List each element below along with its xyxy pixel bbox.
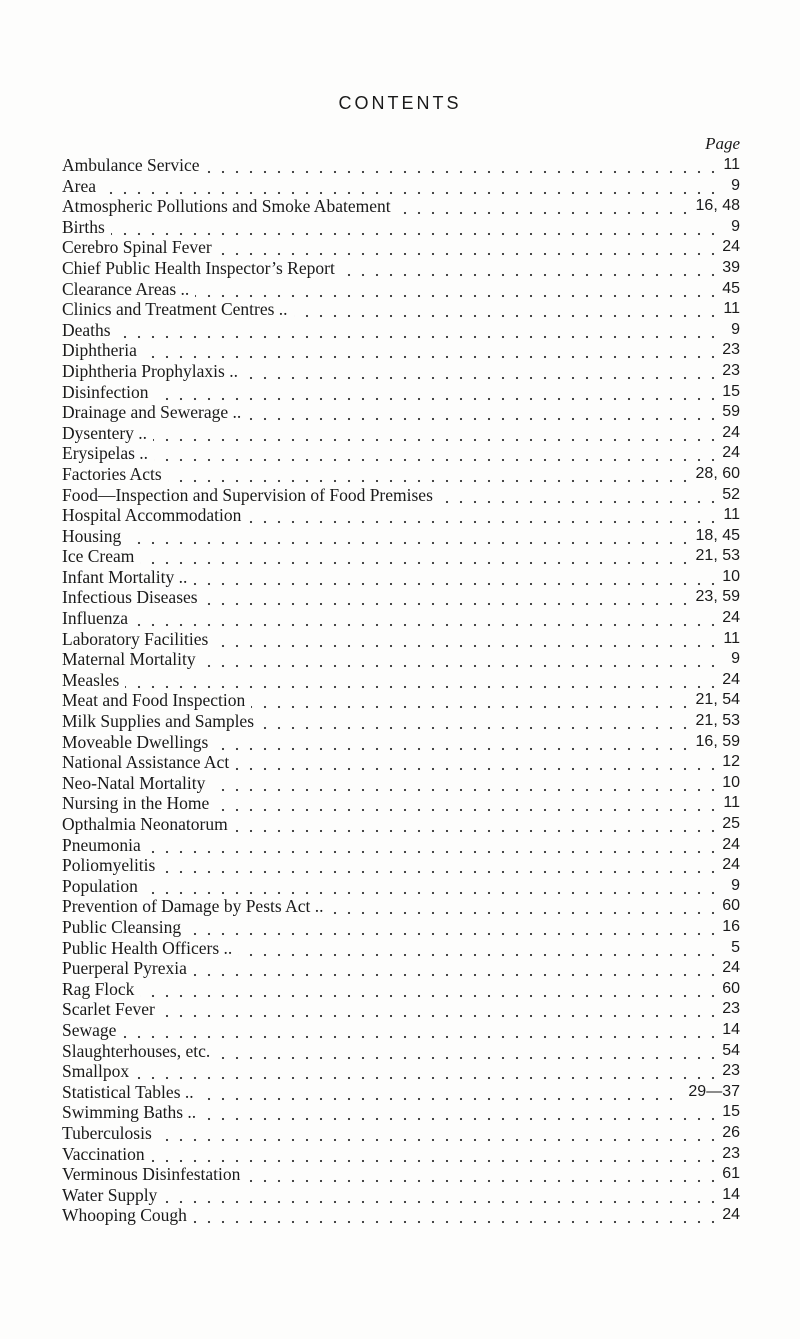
entry-page-number: 10 bbox=[716, 773, 740, 794]
contents-entry bbox=[62, 855, 740, 876]
entry-label: Tuberculosis bbox=[62, 1123, 158, 1144]
contents-entry bbox=[62, 999, 740, 1020]
entry-page-number: 24 bbox=[716, 1205, 740, 1226]
entry-page-number: 11 bbox=[717, 505, 740, 526]
contents-entry bbox=[62, 752, 740, 773]
entry-label: Nursing in the Home bbox=[62, 793, 215, 814]
entry-label: Opthalmia Neonatorum bbox=[62, 814, 234, 835]
entry-page-number: 9 bbox=[725, 649, 740, 670]
entry-label: Drainage and Sewerage .. bbox=[62, 402, 247, 423]
contents-entry bbox=[62, 237, 740, 258]
entry-page-number: 11 bbox=[717, 155, 740, 176]
contents-entry bbox=[62, 1061, 740, 1082]
contents-entry bbox=[62, 629, 740, 650]
contents-entry bbox=[62, 1185, 740, 1206]
entry-page-number: 59 bbox=[716, 402, 740, 423]
entry-label: Clearance Areas .. bbox=[62, 279, 195, 300]
entry-page-number: 23 bbox=[716, 1061, 740, 1082]
contents-entry bbox=[62, 258, 740, 279]
contents-entry bbox=[62, 217, 740, 238]
contents-entry bbox=[62, 361, 740, 382]
entry-page-number: 16 bbox=[716, 917, 740, 938]
entry-page-number: 60 bbox=[716, 979, 740, 1000]
entry-page-number: 24 bbox=[716, 423, 740, 444]
page-column-label: Page bbox=[705, 134, 740, 153]
entry-page-number: 39 bbox=[716, 258, 740, 279]
contents-entry bbox=[62, 196, 740, 217]
contents-entry bbox=[62, 1205, 740, 1226]
entry-page-number: 29—37 bbox=[682, 1082, 740, 1103]
entry-label: Puerperal Pyrexia bbox=[62, 958, 193, 979]
contents-entry bbox=[62, 690, 740, 711]
contents-entry bbox=[62, 670, 740, 691]
contents-entry bbox=[62, 732, 740, 753]
entry-page-number: 11 bbox=[717, 299, 740, 320]
entry-label: Smallpox bbox=[62, 1061, 135, 1082]
contents-entry bbox=[62, 896, 740, 917]
contents-entry bbox=[62, 423, 740, 444]
contents-entry bbox=[62, 1082, 740, 1103]
entry-page-number: 9 bbox=[725, 320, 740, 341]
entry-page-number: 23 bbox=[716, 1144, 740, 1165]
contents-entry bbox=[62, 1144, 740, 1165]
entry-label: Ice Cream bbox=[62, 546, 140, 567]
contents-entry bbox=[62, 382, 740, 403]
entry-page-number: 61 bbox=[716, 1164, 740, 1185]
contents-entry bbox=[62, 299, 740, 320]
entry-label: Moveable Dwellings bbox=[62, 732, 214, 753]
entry-page-number: 24 bbox=[716, 855, 740, 876]
contents-entry bbox=[62, 526, 740, 547]
entry-page-number: 60 bbox=[716, 896, 740, 917]
entry-page-number: 16, 48 bbox=[690, 196, 740, 217]
page-title: CONTENTS bbox=[338, 93, 462, 113]
contents-entry bbox=[62, 917, 740, 938]
entry-label: Area bbox=[62, 176, 102, 197]
entry-label: Poliomyelitis bbox=[62, 855, 161, 876]
contents-entry bbox=[62, 711, 740, 732]
contents-entry bbox=[62, 938, 740, 959]
contents-entry bbox=[62, 279, 740, 300]
entry-label: Whooping Cough bbox=[62, 1205, 193, 1226]
contents-entry bbox=[62, 1102, 740, 1123]
contents-list bbox=[62, 155, 740, 1226]
entry-label: Cerebro Spinal Fever bbox=[62, 237, 218, 258]
entry-label: Atmospheric Pollutions and Smoke Abatement bbox=[62, 196, 397, 217]
entry-page-number: 23 bbox=[716, 361, 740, 382]
entry-page-number: 14 bbox=[716, 1185, 740, 1206]
entry-label: Ambulance Service bbox=[62, 155, 206, 176]
contents-entry bbox=[62, 505, 740, 526]
entry-page-number: 24 bbox=[716, 835, 740, 856]
contents-entry bbox=[62, 485, 740, 506]
entry-label: Erysipelas .. bbox=[62, 443, 154, 464]
entry-page-number: 14 bbox=[716, 1020, 740, 1041]
entry-page-number: 21, 53 bbox=[690, 546, 740, 567]
contents-entry bbox=[62, 773, 740, 794]
entry-page-number: 24 bbox=[716, 443, 740, 464]
entry-label: Pneumonia bbox=[62, 835, 147, 856]
entry-page-number: 24 bbox=[716, 608, 740, 629]
contents-entry bbox=[62, 587, 740, 608]
contents-entry bbox=[62, 402, 740, 423]
contents-entry bbox=[62, 958, 740, 979]
entry-label: Prevention of Damage by Pests Act .. bbox=[62, 896, 329, 917]
entry-page-number: 24 bbox=[716, 237, 740, 258]
entry-label: Verminous Disinfestation bbox=[62, 1164, 246, 1185]
entry-label: Vaccination bbox=[62, 1144, 151, 1165]
entry-label: Diphtheria bbox=[62, 340, 143, 361]
entry-label: Milk Supplies and Samples bbox=[62, 711, 260, 732]
entry-page-number: 12 bbox=[716, 752, 740, 773]
contents-entry bbox=[62, 155, 740, 176]
entry-label: Disinfection bbox=[62, 382, 155, 403]
entry-label: Infectious Diseases bbox=[62, 587, 204, 608]
contents-entry bbox=[62, 649, 740, 670]
entry-label: Slaughterhouses, etc. bbox=[62, 1041, 216, 1062]
entry-label: Rag Flock bbox=[62, 979, 140, 1000]
contents-entry bbox=[62, 546, 740, 567]
entry-label: Deaths bbox=[62, 320, 117, 341]
entry-page-number: 52 bbox=[716, 485, 740, 506]
entry-label: Laboratory Facilities bbox=[62, 629, 214, 650]
entry-page-number: 21, 53 bbox=[690, 711, 740, 732]
entry-page-number: 11 bbox=[717, 629, 740, 650]
entry-label: Scarlet Fever bbox=[62, 999, 161, 1020]
entry-label: Meat and Food Inspection bbox=[62, 690, 251, 711]
entry-page-number: 9 bbox=[725, 176, 740, 197]
entry-page-number: 26 bbox=[716, 1123, 740, 1144]
entry-page-number: 54 bbox=[716, 1041, 740, 1062]
contents-entry bbox=[62, 1164, 740, 1185]
entry-page-number: 23, 59 bbox=[690, 587, 740, 608]
entry-page-number: 9 bbox=[725, 217, 740, 238]
contents-entry bbox=[62, 340, 740, 361]
entry-page-number: 23 bbox=[716, 340, 740, 361]
entry-label: Statistical Tables .. bbox=[62, 1082, 200, 1103]
entry-label: Influenza bbox=[62, 608, 134, 629]
entry-label: Swimming Baths .. bbox=[62, 1102, 202, 1123]
contents-entry bbox=[62, 1041, 740, 1062]
entry-page-number: 15 bbox=[716, 382, 740, 403]
entry-label: Population bbox=[62, 876, 144, 897]
entry-label: Measles bbox=[62, 670, 125, 691]
entry-page-number: 23 bbox=[716, 999, 740, 1020]
entry-label: Maternal Mortality bbox=[62, 649, 202, 670]
entry-label: Clinics and Treatment Centres .. bbox=[62, 299, 294, 320]
contents-entry bbox=[62, 1020, 740, 1041]
entry-label: Food—Inspection and Supervision of Food Premises bbox=[62, 485, 439, 506]
entry-label: Neo-Natal Mortality bbox=[62, 773, 211, 794]
entry-label: Dysentery .. bbox=[62, 423, 153, 444]
contents-entry bbox=[62, 443, 740, 464]
contents-entry bbox=[62, 876, 740, 897]
contents-entry bbox=[62, 320, 740, 341]
contents-entry bbox=[62, 814, 740, 835]
entry-label: Public Cleansing bbox=[62, 917, 187, 938]
entry-label: Infant Mortality .. bbox=[62, 567, 193, 588]
entry-label: Sewage bbox=[62, 1020, 122, 1041]
entry-page-number: 28, 60 bbox=[690, 464, 740, 485]
entry-label: National Assistance Act bbox=[62, 752, 235, 773]
contents-entry bbox=[62, 567, 740, 588]
entry-label: Births bbox=[62, 217, 111, 238]
entry-page-number: 24 bbox=[716, 958, 740, 979]
entry-page-number: 18, 45 bbox=[690, 526, 740, 547]
contents-entry bbox=[62, 979, 740, 1000]
entry-page-number: 16, 59 bbox=[690, 732, 740, 753]
entry-label: Public Health Officers .. bbox=[62, 938, 238, 959]
entry-page-number: 9 bbox=[725, 876, 740, 897]
entry-label: Housing bbox=[62, 526, 127, 547]
entry-page-number: 45 bbox=[716, 279, 740, 300]
contents-entry bbox=[62, 464, 740, 485]
entry-page-number: 10 bbox=[716, 567, 740, 588]
entry-page-number: 24 bbox=[716, 670, 740, 691]
contents-entry bbox=[62, 835, 740, 856]
entry-label: Chief Public Health Inspector’s Report bbox=[62, 258, 341, 279]
entry-label: Hospital Accommodation bbox=[62, 505, 247, 526]
entry-page-number: 11 bbox=[717, 793, 740, 814]
entry-page-number: 25 bbox=[716, 814, 740, 835]
entry-page-number: 21, 54 bbox=[690, 690, 740, 711]
contents-entry bbox=[62, 1123, 740, 1144]
contents-entry bbox=[62, 608, 740, 629]
entry-label: Diphtheria Prophylaxis .. bbox=[62, 361, 244, 382]
entry-label: Water Supply bbox=[62, 1185, 163, 1206]
contents-entry bbox=[62, 793, 740, 814]
entry-page-number: 15 bbox=[716, 1102, 740, 1123]
entry-page-number: 5 bbox=[725, 938, 740, 959]
contents-entry bbox=[62, 176, 740, 197]
entry-label: Factories Acts bbox=[62, 464, 168, 485]
